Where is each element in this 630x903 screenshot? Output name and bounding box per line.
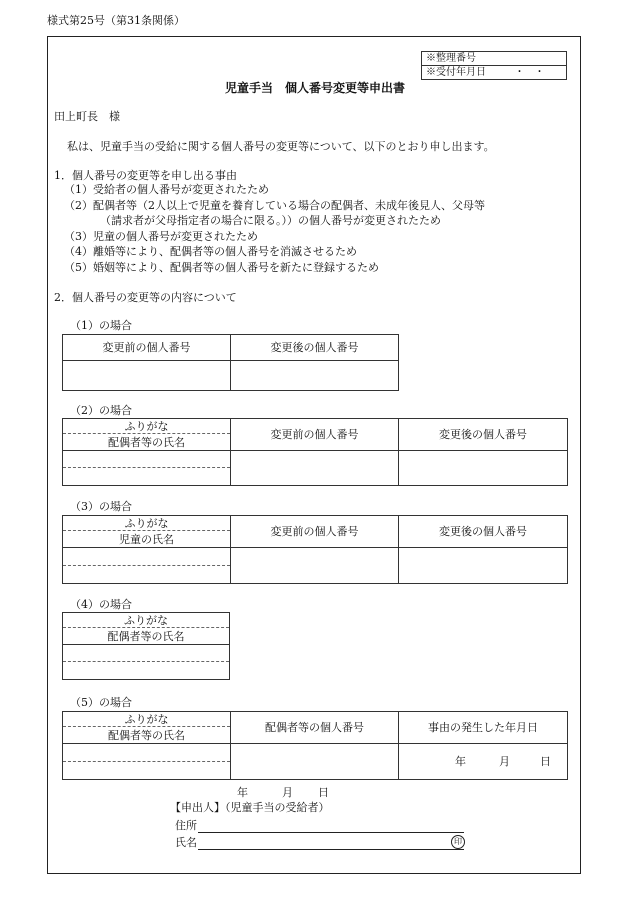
- case2-furigana-header: ふりがな: [63, 419, 231, 434]
- intro-text: 私は、児童手当の受給に関する個人番号の変更等について、以下のとおり申し出ます。: [67, 140, 495, 153]
- case3-name-header: 児童の氏名: [63, 531, 231, 548]
- case3-after-number-input[interactable]: [399, 548, 568, 584]
- case2-table: [62, 418, 568, 486]
- case3-label: （3）の場合: [70, 500, 132, 513]
- case1-table: [62, 334, 399, 391]
- case3-header-before: 変更前の個人番号: [231, 516, 399, 548]
- case5-furigana-input[interactable]: [63, 744, 231, 762]
- reason-item: （3）児童の個人番号が変更されたため: [64, 230, 258, 243]
- office-use-box: [421, 51, 567, 80]
- case4-table: [62, 612, 230, 680]
- seal-mark: 印: [451, 835, 465, 849]
- name-input-line[interactable]: [198, 849, 464, 850]
- address-input-line[interactable]: [198, 832, 464, 833]
- case2-header-after: 変更後の個人番号: [399, 419, 568, 451]
- case1-before-number-input[interactable]: [63, 361, 231, 391]
- form-number: 様式第25号（第31条関係）: [47, 14, 185, 27]
- case2-name-header: 配偶者等の氏名: [63, 434, 231, 451]
- reason-item-cont: （請求者が父母指定者の場合に限る。））の個人番号が変更されたため: [100, 214, 441, 227]
- case4-furigana-header: ふりがな: [63, 613, 230, 628]
- office-received-field[interactable]: [422, 66, 567, 80]
- name-label: 氏名: [175, 836, 197, 849]
- case5-label: （5）の場合: [70, 696, 132, 709]
- addressee: 田上町長 様: [54, 110, 120, 123]
- form-title: 児童手当 個人番号変更等申出書: [224, 81, 405, 95]
- case5-header-date: 事由の発生した年月日: [399, 712, 568, 744]
- footer-date-year: 年: [237, 786, 248, 799]
- case3-furigana-header: ふりがな: [63, 516, 231, 531]
- section2-heading: 2．個人番号の変更等の内容について: [54, 291, 237, 304]
- case3-table: [62, 515, 568, 584]
- case5-date-year: 年: [455, 755, 466, 768]
- case4-name-header: 配偶者等の氏名: [63, 628, 230, 645]
- reason-item: （1）受給者の個人番号が変更されたため: [64, 183, 269, 196]
- applicant-label: 【申出人】（児童手当の受給者）: [170, 801, 330, 814]
- reason-item: （4）離婚等により、配偶者等の個人番号を消滅させるため: [64, 245, 357, 258]
- footer-date-month: 月: [282, 786, 293, 799]
- case2-header-before: 変更前の個人番号: [231, 419, 399, 451]
- section1-heading: 1．個人番号の変更等を申し出る事由: [54, 169, 237, 182]
- case5-date-input[interactable]: [399, 744, 568, 780]
- case3-name-input[interactable]: [63, 566, 231, 584]
- case2-label: （2）の場合: [70, 404, 132, 417]
- case5-furigana-header: ふりがな: [63, 712, 231, 727]
- case3-header-after: 変更後の個人番号: [399, 516, 568, 548]
- case4-name-input[interactable]: [63, 662, 230, 680]
- case4-furigana-input[interactable]: [63, 645, 230, 662]
- case5-number-input[interactable]: [231, 744, 399, 780]
- reason-item: （5）婚姻等により、配偶者等の個人番号を新たに登録するため: [64, 261, 379, 274]
- case5-name-input[interactable]: [63, 762, 231, 780]
- case4-label: （4）の場合: [70, 598, 132, 611]
- footer-date-day: 日: [318, 786, 329, 799]
- office-received-label: ※受付年月日: [426, 67, 486, 78]
- office-number-label: ※整理番号: [426, 53, 476, 64]
- case5-header-number: 配偶者等の個人番号: [231, 712, 399, 744]
- case1-after-number-input[interactable]: [231, 361, 399, 391]
- case3-before-number-input[interactable]: [231, 548, 399, 584]
- case1-header-after: 変更後の個人番号: [231, 335, 399, 361]
- case2-furigana-input[interactable]: [63, 451, 231, 468]
- case2-name-input[interactable]: [63, 468, 231, 486]
- office-received-dots: ・ ・: [514, 67, 545, 78]
- reason-item: （2）配偶者等（2人以上で児童を養育している場合の配偶者、未成年後見人、父母等: [64, 199, 485, 212]
- case1-label: （1）の場合: [70, 319, 132, 332]
- case5-table: [62, 711, 568, 780]
- case5-date-month: 月: [499, 755, 510, 768]
- case1-header-before: 変更前の個人番号: [63, 335, 231, 361]
- case5-name-header: 配偶者等の氏名: [63, 727, 231, 744]
- case5-date-day: 日: [540, 755, 551, 768]
- case2-after-number-input[interactable]: [399, 451, 568, 486]
- office-number-field[interactable]: [422, 52, 567, 66]
- case2-before-number-input[interactable]: [231, 451, 399, 486]
- address-label: 住所: [175, 819, 197, 832]
- case3-furigana-input[interactable]: [63, 548, 231, 566]
